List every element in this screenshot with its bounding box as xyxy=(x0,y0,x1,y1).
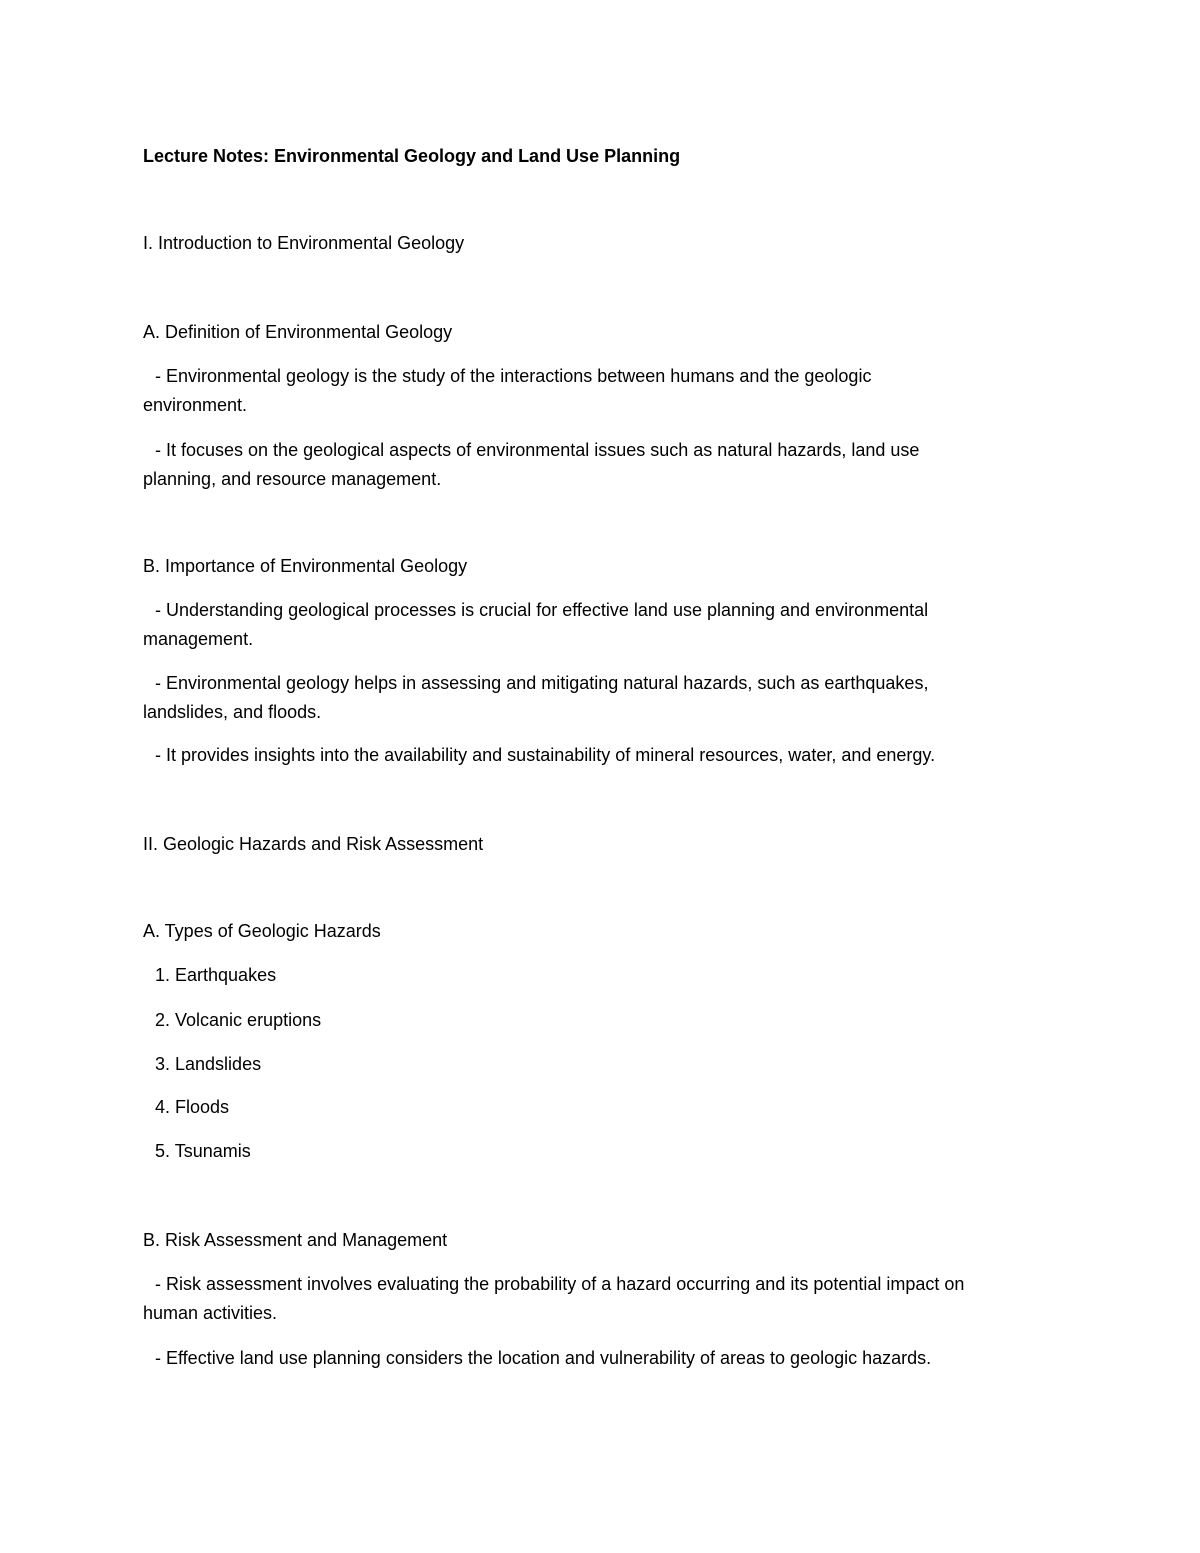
hazard-list-item: 4. Floods xyxy=(155,1097,230,1117)
bullet-1b-2-line2: landslides, and floods. xyxy=(143,702,322,722)
subsection-heading-2b: B. Risk Assessment and Management xyxy=(143,1230,448,1250)
subsection-heading-1a: A. Definition of Environmental Geology xyxy=(143,322,453,342)
subsection-heading-2a: A. Types of Geologic Hazards xyxy=(143,921,381,941)
subsection-heading-1b: B. Importance of Environmental Geology xyxy=(143,556,468,576)
hazard-list-item: 3. Landslides xyxy=(155,1054,262,1074)
bullet-1b-1-line2: management. xyxy=(143,629,254,649)
bullet-1b-3: - It provides insights into the availability and sustainability of mineral resources, water, and energy. xyxy=(155,745,936,765)
bullet-1a-2-line2: planning, and resource management. xyxy=(143,469,442,489)
hazard-list-item: 1. Earthquakes xyxy=(155,965,277,985)
bullet-1a-1-line1: - Environmental geology is the study of the interactions between humans and the geologic xyxy=(155,366,872,386)
bullet-1b-1-line1: - Understanding geological processes is crucial for effective land use planning and environmental xyxy=(155,600,929,620)
bullet-2b-1-line2: human activities. xyxy=(143,1303,278,1323)
section-heading-1: I. Introduction to Environmental Geology xyxy=(143,233,465,253)
bullet-1b-2-line1: - Environmental geology helps in assessing and mitigating natural hazards, such as earthquakes, xyxy=(155,673,929,693)
document-title: Lecture Notes: Environmental Geology and Land Use Planning xyxy=(143,146,681,166)
hazard-list-item: 2. Volcanic eruptions xyxy=(155,1010,322,1030)
bullet-1a-2-line1: - It focuses on the geological aspects of environmental issues such as natural hazards, land use xyxy=(155,440,920,460)
bullet-2b-2: - Effective land use planning considers the location and vulnerability of areas to geologic hazards. xyxy=(155,1348,932,1368)
bullet-1a-1-line2: environment. xyxy=(143,395,248,415)
bullet-2b-1-line1: - Risk assessment involves evaluating the probability of a hazard occurring and its potential impact on xyxy=(155,1274,965,1294)
hazard-list-item: 5. Tsunamis xyxy=(155,1141,251,1161)
section-heading-2: II. Geologic Hazards and Risk Assessment xyxy=(143,834,484,854)
